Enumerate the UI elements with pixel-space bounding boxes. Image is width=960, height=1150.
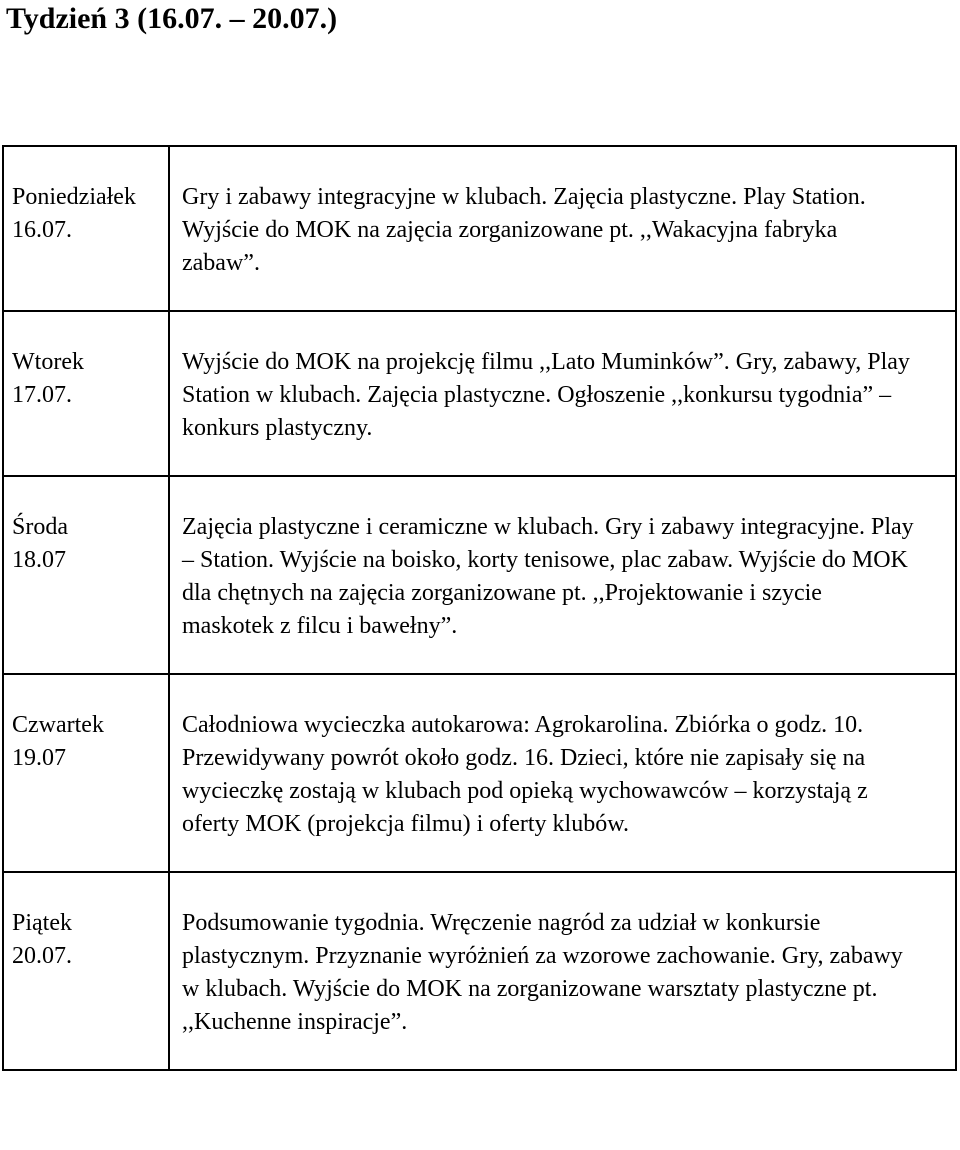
activities-cell: Wyjście do MOK na projekcję filmu ,,Lato Muminków”. Gry, zabawy, Play Station w klubach. Zajęcia plastyczne. Ogłoszenie ,,konkursu tygodnia” – konkurs plastyczny. (169, 311, 956, 476)
day-date: 18.07 (12, 547, 66, 573)
day-date: 20.07. (12, 943, 72, 969)
table-row (3, 146, 956, 311)
day-name: Środa (12, 514, 68, 540)
day-cell (3, 146, 169, 311)
table-row (3, 674, 956, 872)
activities-cell: Podsumowanie tygodnia. Wręczenie nagród za udział w konkursie plastycznym. Przyznanie wyróżnień za wzorowe zachowanie. Gry, zabawy w klubach. Wyjście do MOK na zorganizowane warsztaty plastyczne pt. ,,Kuchenne inspiracje”. (169, 872, 956, 1070)
table-row (3, 476, 956, 674)
activities-cell: Całodniowa wycieczka autokarowa: Agrokarolina. Zbiórka o godz. 10. Przewidywany powrót około godz. 16. Dzieci, które nie zapisały się na wycieczkę zostają w klubach pod opieką wychowawców – korzystają z oferty MOK (projekcja filmu) i oferty klubów. (169, 674, 956, 872)
day-cell (3, 476, 169, 674)
day-name: Wtorek (12, 349, 84, 375)
day-cell (3, 674, 169, 872)
schedule-table (2, 145, 957, 1071)
day-date: 17.07. (12, 382, 72, 408)
day-date: 19.07 (12, 745, 66, 771)
activities-cell: Gry i zabawy integracyjne w klubach. Zajęcia plastyczne. Play Station. Wyjście do MOK na zajęcia zorganizowane pt. ,,Wakacyjna fabryka zabaw”. (169, 146, 956, 311)
activities-cell: Zajęcia plastyczne i ceramiczne w klubach. Gry i zabawy integracyjne. Play – Station. Wyjście na boisko, korty tenisowe, plac zabaw. Wyjście do MOK dla chętnych na zajęcia zorganizowane pt. ,,Projektowanie i szycie maskotek z filcu i bawełny”. (169, 476, 956, 674)
day-name: Czwartek (12, 712, 104, 738)
table-row (3, 311, 956, 476)
table-row (3, 872, 956, 1070)
day-cell (3, 872, 169, 1070)
week-title: Tydzień 3 (16.07. – 20.07.) (6, 2, 338, 35)
day-name: Poniedziałek (12, 184, 136, 210)
day-name: Piątek (12, 910, 72, 936)
day-cell (3, 311, 169, 476)
day-date: 16.07. (12, 217, 72, 243)
